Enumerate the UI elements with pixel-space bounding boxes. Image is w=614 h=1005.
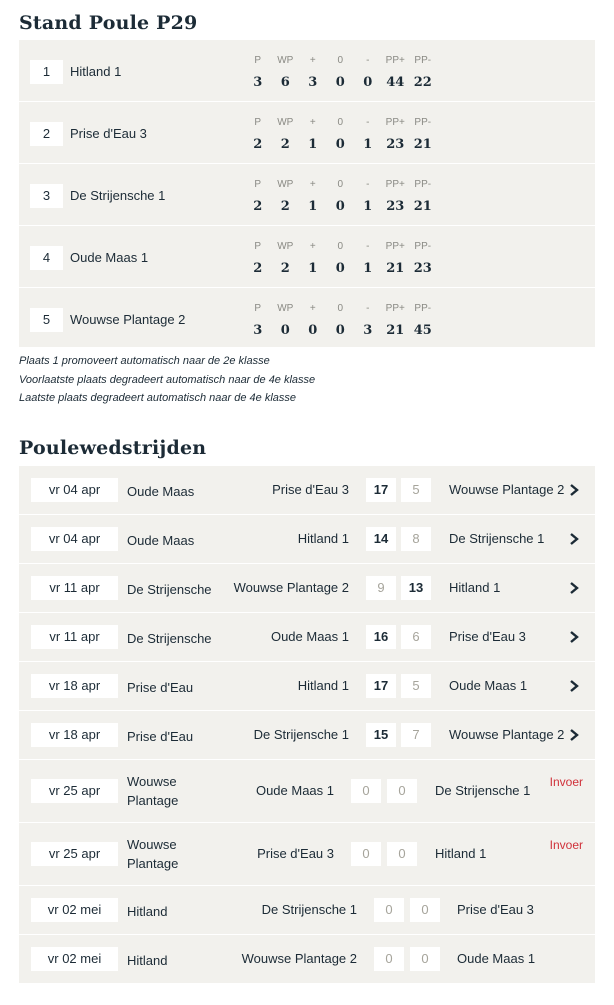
away-score: 13 bbox=[401, 576, 431, 600]
standings-row bbox=[19, 226, 595, 288]
stat-cell bbox=[382, 116, 410, 153]
stat-cell bbox=[327, 116, 355, 153]
stat-label: + bbox=[309, 179, 316, 190]
away-team: De Strijensche 1 bbox=[435, 783, 531, 798]
match-location: Hitland bbox=[127, 953, 168, 968]
stat-label: PP- bbox=[414, 55, 432, 66]
stat-cell bbox=[354, 116, 382, 153]
stat-label: PP+ bbox=[385, 117, 405, 128]
stat-value: 0 bbox=[335, 137, 345, 152]
match-row[interactable] bbox=[19, 613, 595, 662]
match-row bbox=[19, 760, 595, 823]
invoer-link[interactable]: Invoer bbox=[549, 838, 583, 852]
team-name: Oude Maas 1 bbox=[70, 250, 149, 265]
stat-label: PP+ bbox=[385, 303, 405, 314]
chevron-right-icon[interactable] bbox=[567, 629, 581, 645]
stat-value: 2 bbox=[280, 137, 290, 152]
match-location: De Strijensche bbox=[127, 631, 212, 646]
stat-value: 3 bbox=[253, 323, 263, 338]
rank-badge: 1 bbox=[30, 60, 63, 84]
matches-title: Poulewedstrijden bbox=[19, 437, 207, 459]
stat-cell bbox=[382, 240, 410, 277]
standings-title: Stand Poule P29 bbox=[19, 12, 198, 34]
match-row bbox=[19, 935, 595, 984]
standings-note: Voorlaatste plaats degradeert automatisch naar de 4e klasse bbox=[19, 373, 316, 386]
home-team: Wouwse Plantage 2 bbox=[241, 951, 357, 966]
stat-cell bbox=[299, 302, 327, 339]
home-team: Wouwse Plantage 2 bbox=[233, 580, 349, 595]
stat-label: - bbox=[366, 179, 370, 190]
stat-value: 2 bbox=[253, 261, 263, 276]
team-stats bbox=[244, 240, 437, 277]
stat-cell bbox=[299, 54, 327, 91]
home-score: 17 bbox=[366, 478, 396, 502]
match-location: Hitland bbox=[127, 904, 168, 919]
stat-label: WP bbox=[277, 241, 294, 252]
stat-cell bbox=[327, 302, 355, 339]
match-row[interactable] bbox=[19, 466, 595, 515]
match-location: Wouwse Plantage bbox=[127, 774, 179, 808]
stat-cell bbox=[244, 240, 272, 277]
match-row bbox=[19, 823, 595, 886]
away-score: 0 bbox=[387, 842, 417, 866]
stat-value: 0 bbox=[280, 323, 290, 338]
stat-value: 21 bbox=[413, 137, 432, 152]
home-score: 9 bbox=[366, 576, 396, 600]
stat-cell bbox=[382, 302, 410, 339]
home-score: 0 bbox=[351, 779, 381, 803]
match-date: vr 02 mei bbox=[31, 898, 118, 922]
stat-label: P bbox=[254, 117, 262, 128]
match-location: Oude Maas bbox=[127, 533, 195, 548]
home-score: 0 bbox=[374, 947, 404, 971]
stat-value: 3 bbox=[308, 75, 318, 90]
match-location: Oude Maas bbox=[127, 484, 195, 499]
stat-value: 2 bbox=[280, 199, 290, 214]
stat-cell bbox=[409, 54, 437, 91]
away-team: Hitland 1 bbox=[435, 846, 487, 861]
home-team: Oude Maas 1 bbox=[255, 783, 334, 798]
stat-value: 1 bbox=[308, 199, 318, 214]
stat-cell bbox=[272, 240, 300, 277]
stat-label: + bbox=[309, 117, 316, 128]
stat-label: P bbox=[254, 55, 262, 66]
home-score: 15 bbox=[366, 723, 396, 747]
team-name: De Strijensche 1 bbox=[70, 188, 166, 203]
match-row bbox=[19, 886, 595, 935]
home-team: De Strijensche 1 bbox=[253, 727, 349, 742]
rank-badge: 5 bbox=[30, 308, 63, 332]
match-date: vr 25 apr bbox=[31, 842, 118, 866]
team-stats bbox=[244, 116, 437, 153]
stat-label: - bbox=[366, 117, 370, 128]
away-score: 0 bbox=[410, 947, 440, 971]
match-location: De Strijensche bbox=[127, 582, 212, 597]
chevron-right-icon[interactable] bbox=[567, 727, 581, 743]
stat-value: 1 bbox=[363, 137, 373, 152]
team-name: Hitland 1 bbox=[70, 64, 122, 79]
match-date: vr 02 mei bbox=[31, 947, 118, 971]
stat-label: PP- bbox=[414, 179, 432, 190]
stat-cell bbox=[244, 54, 272, 91]
stat-cell bbox=[409, 116, 437, 153]
home-team: Hitland 1 bbox=[297, 678, 349, 693]
stat-label: PP- bbox=[414, 241, 432, 252]
stat-label: + bbox=[309, 303, 316, 314]
match-row[interactable] bbox=[19, 564, 595, 613]
team-stats bbox=[244, 178, 437, 215]
match-date: vr 04 apr bbox=[31, 527, 118, 551]
match-date: vr 04 apr bbox=[31, 478, 118, 502]
chevron-right-icon[interactable] bbox=[567, 482, 581, 498]
stat-cell bbox=[327, 240, 355, 277]
match-date: vr 11 apr bbox=[31, 625, 118, 649]
stat-label: 0 bbox=[337, 241, 344, 252]
stat-value: 0 bbox=[335, 261, 345, 276]
standings-row bbox=[19, 40, 595, 102]
invoer-link[interactable]: Invoer bbox=[549, 775, 583, 789]
stat-label: PP+ bbox=[385, 241, 405, 252]
stat-cell bbox=[244, 178, 272, 215]
stat-value: 3 bbox=[253, 75, 263, 90]
match-row[interactable] bbox=[19, 515, 595, 564]
stat-cell bbox=[327, 178, 355, 215]
away-score: 8 bbox=[401, 527, 431, 551]
stat-label: WP bbox=[277, 55, 294, 66]
team-stats bbox=[244, 54, 437, 91]
matches-list bbox=[19, 466, 595, 984]
home-team: De Strijensche 1 bbox=[261, 902, 357, 917]
stat-label: + bbox=[309, 55, 316, 66]
stat-label: 0 bbox=[337, 179, 344, 190]
stat-label: - bbox=[366, 241, 370, 252]
home-score: 14 bbox=[366, 527, 396, 551]
stat-cell bbox=[354, 302, 382, 339]
stat-value: 6 bbox=[280, 75, 290, 90]
stat-cell bbox=[272, 178, 300, 215]
away-team: Oude Maas 1 bbox=[449, 678, 528, 693]
away-team: Hitland 1 bbox=[449, 580, 501, 595]
stat-value: 45 bbox=[413, 323, 432, 338]
stat-cell bbox=[299, 240, 327, 277]
stat-cell bbox=[409, 302, 437, 339]
stat-value: 1 bbox=[363, 261, 373, 276]
stat-cell bbox=[327, 54, 355, 91]
away-team: Oude Maas 1 bbox=[457, 951, 536, 966]
team-stats bbox=[244, 302, 437, 339]
home-team: Oude Maas 1 bbox=[270, 629, 349, 644]
stat-value: 1 bbox=[308, 261, 318, 276]
stat-value: 21 bbox=[386, 323, 405, 338]
home-score: 0 bbox=[374, 898, 404, 922]
stat-label: PP+ bbox=[385, 55, 405, 66]
stat-cell bbox=[299, 116, 327, 153]
chevron-right-icon[interactable] bbox=[567, 678, 581, 694]
stat-value: 2 bbox=[280, 261, 290, 276]
stat-cell bbox=[244, 302, 272, 339]
stat-cell bbox=[272, 54, 300, 91]
stat-value: 1 bbox=[308, 137, 318, 152]
stat-cell bbox=[409, 178, 437, 215]
stat-label: PP- bbox=[414, 117, 432, 128]
away-score: 7 bbox=[401, 723, 431, 747]
stat-cell bbox=[409, 240, 437, 277]
away-team: De Strijensche 1 bbox=[449, 531, 545, 546]
stat-value: 21 bbox=[386, 261, 405, 276]
home-team: Prise d'Eau 3 bbox=[257, 846, 334, 861]
stat-label: + bbox=[309, 241, 316, 252]
stat-label: WP bbox=[277, 117, 294, 128]
stat-value: 1 bbox=[363, 199, 373, 214]
stat-value: 2 bbox=[253, 199, 263, 214]
stat-cell bbox=[354, 178, 382, 215]
away-score: 0 bbox=[387, 779, 417, 803]
match-location: Wouwse Plantage bbox=[127, 837, 179, 871]
home-team: Prise d'Eau 3 bbox=[272, 482, 349, 497]
stat-cell bbox=[382, 54, 410, 91]
stat-label: - bbox=[366, 55, 370, 66]
stat-value: 0 bbox=[335, 199, 345, 214]
away-team: Wouwse Plantage 2 bbox=[449, 727, 565, 742]
stat-label: P bbox=[254, 303, 262, 314]
away-score: 5 bbox=[401, 478, 431, 502]
team-name: Prise d'Eau 3 bbox=[70, 126, 147, 141]
match-date: vr 18 apr bbox=[31, 674, 118, 698]
chevron-right-icon[interactable] bbox=[567, 580, 581, 596]
standings-row bbox=[19, 288, 595, 348]
chevron-right-icon[interactable] bbox=[567, 531, 581, 547]
stat-cell bbox=[382, 178, 410, 215]
stat-value: 0 bbox=[308, 323, 318, 338]
stat-label: 0 bbox=[337, 303, 344, 314]
away-team: Wouwse Plantage 2 bbox=[449, 482, 565, 497]
match-location: Prise d'Eau bbox=[127, 680, 194, 695]
match-row[interactable] bbox=[19, 662, 595, 711]
stat-label: WP bbox=[277, 179, 294, 190]
away-score: 5 bbox=[401, 674, 431, 698]
standings-row bbox=[19, 164, 595, 226]
stat-label: P bbox=[254, 241, 262, 252]
stat-label: WP bbox=[277, 303, 294, 314]
stat-value: 22 bbox=[413, 75, 432, 90]
team-name: Wouwse Plantage 2 bbox=[70, 312, 186, 327]
home-score: 16 bbox=[366, 625, 396, 649]
match-row[interactable] bbox=[19, 711, 595, 760]
away-score: 6 bbox=[401, 625, 431, 649]
standings-note: Plaats 1 promoveert automatisch naar de 2e klasse bbox=[19, 355, 270, 367]
stat-value: 0 bbox=[335, 75, 345, 90]
match-location: Prise d'Eau bbox=[127, 729, 194, 744]
stat-value: 23 bbox=[413, 261, 432, 276]
home-team: Hitland 1 bbox=[297, 531, 349, 546]
home-score: 17 bbox=[366, 674, 396, 698]
stat-cell bbox=[272, 116, 300, 153]
match-date: vr 18 apr bbox=[31, 723, 118, 747]
stat-value: 44 bbox=[386, 75, 405, 90]
standings-table bbox=[19, 40, 595, 348]
stat-label: PP+ bbox=[385, 179, 405, 190]
stat-value: 0 bbox=[363, 75, 373, 90]
standings-note: Laatste plaats degradeert automatisch naar de 4e klasse bbox=[19, 392, 297, 404]
away-score: 0 bbox=[410, 898, 440, 922]
away-team: Prise d'Eau 3 bbox=[449, 629, 526, 644]
stat-cell bbox=[299, 178, 327, 215]
stat-value: 3 bbox=[363, 323, 373, 338]
stat-cell bbox=[244, 116, 272, 153]
stat-label: - bbox=[366, 303, 370, 314]
rank-badge: 2 bbox=[30, 122, 63, 146]
stat-cell bbox=[354, 240, 382, 277]
stat-value: 23 bbox=[386, 199, 405, 214]
away-team: Prise d'Eau 3 bbox=[457, 902, 534, 917]
match-date: vr 11 apr bbox=[31, 576, 118, 600]
standings-row bbox=[19, 102, 595, 164]
rank-badge: 3 bbox=[30, 184, 63, 208]
stat-label: P bbox=[254, 179, 262, 190]
stat-value: 21 bbox=[413, 199, 432, 214]
match-date: vr 25 apr bbox=[31, 779, 118, 803]
stat-value: 0 bbox=[335, 323, 345, 338]
stat-label: 0 bbox=[337, 55, 344, 66]
home-score: 0 bbox=[351, 842, 381, 866]
stat-label: 0 bbox=[337, 117, 344, 128]
standings-notes bbox=[19, 352, 315, 408]
stat-value: 23 bbox=[386, 137, 405, 152]
rank-badge: 4 bbox=[30, 246, 63, 270]
stat-cell bbox=[272, 302, 300, 339]
stat-value: 2 bbox=[253, 137, 263, 152]
stat-label: PP- bbox=[414, 303, 432, 314]
stat-cell bbox=[354, 54, 382, 91]
